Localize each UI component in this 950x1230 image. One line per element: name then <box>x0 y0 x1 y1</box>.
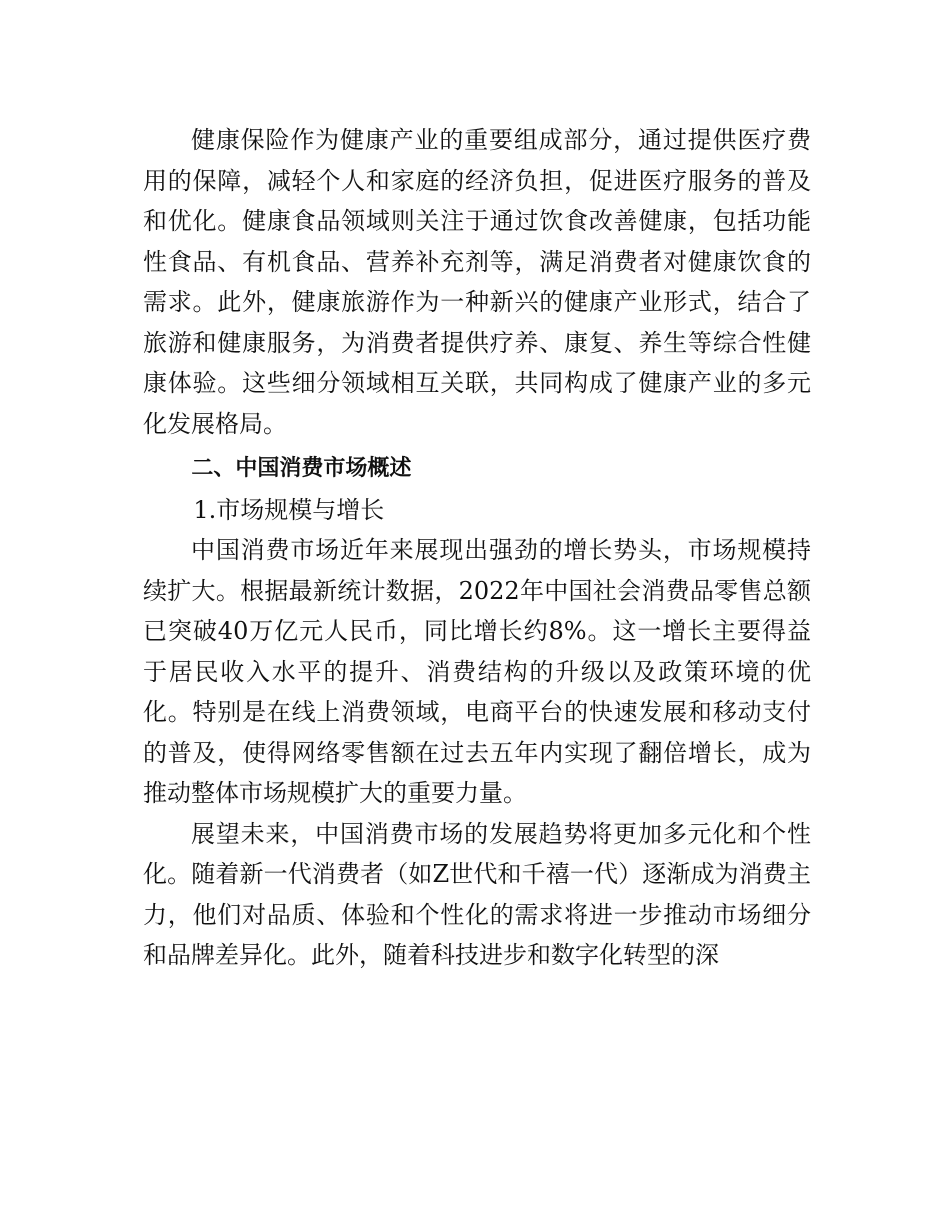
paragraph-market-outlook: 展望未来，中国消费市场的发展趋势将更加多元化和个性化。随着新一代消费者（如Z世代和千禧一代）逐渐成为消费主力，他们对品质、体验和个性化的需求将进一步推动市场细分和品牌差异化。此外，随着科技进步和数字化转型的深 <box>143 819 811 969</box>
subsection-heading: 1.市场规模与增长 <box>193 495 385 524</box>
paragraph-health-subsectors: 健康保险作为健康产业的重要组成部分，通过提供医疗费用的保障，减轻个人和家庭的经济负担，促进医疗服务的普及和优化。健康食品领域则关注于通过饮食改善健康，包括功能性食品、有机食品、营养补充剂等，满足消费者对健康饮食的需求。此外，健康旅游作为一种新兴的健康产业形式，结合了旅游和健康服务，为消费者提供疗养、康复、养生等综合性健康体验。这些细分领域相互关联，共同构成了健康产业的多元化发展格局。 <box>143 126 811 438</box>
paragraph-market-growth: 中国消费市场近年来展现出强劲的增长势头，市场规模持续扩大。根据最新统计数据，2022年中国社会消费品零售总额已突破40万亿元人民币，同比增长约8%。这一增长主要得益于居民收入水平的提升、消费结构的升级以及政策环境的优化。特别是在线上消费领域，电商平台的快速发展和移动支付的普及，使得网络零售额在过去五年内实现了翻倍增长，成为推动整体市场规模扩大的重要力量。 <box>143 536 811 807</box>
document-body <box>143 120 811 976</box>
section-heading: 二、中国消费市场概述 <box>191 456 412 481</box>
